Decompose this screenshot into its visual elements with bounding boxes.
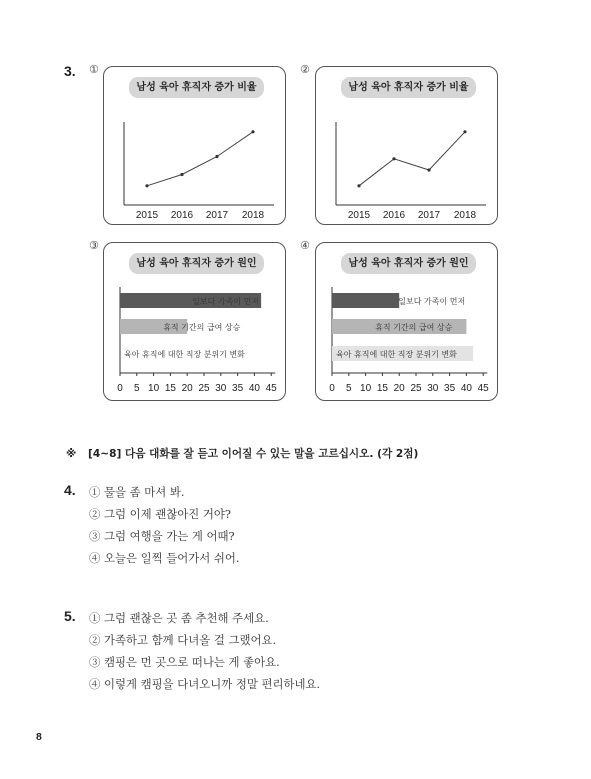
bar-label-3-0: 일보다 가족이 먼저 bbox=[398, 297, 466, 306]
q5-option-4: ④ 이렇게 캠핑을 다녀오니까 정말 편리하네요. bbox=[89, 677, 321, 691]
x-tick-label-3-6: 30 bbox=[427, 383, 439, 394]
x-tick-label-3-2: 10 bbox=[360, 383, 372, 394]
bar-label-3-1: 휴직 기간의 급여 상승 bbox=[375, 323, 453, 332]
instruction-text: [4~8] 다음 대화를 잘 듣고 이어질 수 있는 말을 고르십시오. (각 2점) bbox=[88, 448, 419, 460]
q4-option-4: ④ 오늘은 일찍 들어가서 쉬어. bbox=[89, 551, 240, 565]
chart-panel-1 bbox=[103, 66, 286, 225]
x-tick-label-2-3: 15 bbox=[164, 383, 176, 394]
x-tick-label-3-3: 15 bbox=[376, 383, 388, 394]
bar-label-3-2: 육아 휴직에 대한 직장 분위기 변화 bbox=[336, 350, 457, 359]
chart-panel-4 bbox=[315, 242, 498, 401]
chart-panel-2 bbox=[315, 66, 498, 225]
x-tick-label-2-4: 20 bbox=[181, 383, 193, 394]
x-tick-label-1-0: 2015 bbox=[347, 210, 371, 221]
x-tick-label-3-4: 20 bbox=[393, 383, 405, 394]
q5-option-3: ③ 캠핑은 먼 곳으로 떠나는 게 좋아요. bbox=[89, 655, 280, 669]
x-tick-label-3-9: 45 bbox=[477, 383, 489, 394]
option-marker-3: ③ bbox=[89, 239, 99, 252]
chart-title-4: 남성 육아 휴직자 증가 원인 bbox=[341, 253, 476, 274]
x-tick-label-1-1: 2016 bbox=[382, 210, 406, 221]
data-point-1-2 bbox=[427, 168, 430, 171]
data-point-1-0 bbox=[357, 184, 360, 187]
q5-option-2: ② 가족하고 함께 다녀올 걸 그랬어요. bbox=[89, 633, 277, 647]
x-tick-label-0-3: 2018 bbox=[241, 210, 265, 221]
section-instruction bbox=[66, 446, 418, 461]
x-tick-label-2-2: 10 bbox=[148, 383, 160, 394]
x-tick-label-1-3: 2018 bbox=[453, 210, 477, 221]
x-tick-label-3-1: 5 bbox=[346, 383, 352, 394]
question-4-number: 4. bbox=[64, 482, 76, 498]
x-tick-label-1-2: 2017 bbox=[417, 210, 441, 221]
x-tick-label-0-1: 2016 bbox=[170, 210, 194, 221]
x-tick-label-3-8: 40 bbox=[460, 383, 472, 394]
data-point-0-3 bbox=[251, 130, 254, 133]
question-3-number: 3. bbox=[64, 63, 76, 79]
line-chart-1 bbox=[104, 67, 286, 225]
q5-option-1: ① 그럼 괜찮은 곳 좀 추천해 주세요. bbox=[89, 611, 269, 625]
bar-label-2-2: 육아 휴직에 대한 직장 분위기 변화 bbox=[124, 350, 245, 359]
chart-panel-3 bbox=[103, 242, 286, 401]
series-line-0 bbox=[147, 132, 253, 186]
x-tick-label-2-9: 45 bbox=[265, 383, 277, 394]
q4-option-3: ③ 그럼 여행을 가는 게 어때? bbox=[89, 529, 235, 543]
chart-title-1: 남성 육아 휴직자 증가 비율 bbox=[129, 77, 264, 98]
data-point-1-3 bbox=[463, 130, 466, 133]
data-point-1-1 bbox=[392, 157, 395, 160]
reference-mark: ※ bbox=[66, 448, 77, 460]
bar-3-0 bbox=[332, 293, 399, 308]
q4-option-1: ① 물을 좀 마셔 봐. bbox=[89, 485, 185, 499]
data-point-0-1 bbox=[180, 173, 183, 176]
q4-option-2: ② 그럼 이제 괜찮아진 거야? bbox=[89, 507, 232, 521]
x-tick-label-2-7: 35 bbox=[232, 383, 244, 394]
x-tick-label-2-6: 30 bbox=[215, 383, 227, 394]
bar-label-2-0: 일보다 가족이 먼저 bbox=[192, 297, 260, 306]
x-tick-label-0-2: 2017 bbox=[205, 210, 229, 221]
chart-title-2: 남성 육아 휴직자 증가 비율 bbox=[341, 77, 476, 98]
line-chart-2 bbox=[316, 67, 498, 225]
chart-title-3: 남성 육아 휴직자 증가 원인 bbox=[129, 253, 264, 274]
page-number: 8 bbox=[36, 731, 42, 743]
bar-chart-4 bbox=[316, 243, 498, 401]
option-marker-4: ④ bbox=[300, 239, 310, 252]
x-tick-label-3-5: 25 bbox=[410, 383, 422, 394]
series-line-1 bbox=[359, 132, 465, 186]
x-tick-label-0-0: 2015 bbox=[135, 210, 159, 221]
option-marker-2: ② bbox=[300, 63, 310, 76]
x-tick-label-2-1: 5 bbox=[134, 383, 140, 394]
option-marker-1: ① bbox=[89, 63, 99, 76]
bar-chart-3 bbox=[104, 243, 286, 401]
question-5-number: 5. bbox=[64, 608, 76, 624]
data-point-0-0 bbox=[145, 184, 148, 187]
x-tick-label-3-0: 0 bbox=[329, 383, 335, 394]
x-tick-label-2-8: 40 bbox=[248, 383, 260, 394]
data-point-0-2 bbox=[215, 155, 218, 158]
x-tick-label-3-7: 35 bbox=[444, 383, 456, 394]
x-tick-label-2-5: 25 bbox=[198, 383, 210, 394]
bar-label-2-1: 휴직 기간의 급여 상승 bbox=[163, 323, 241, 332]
x-tick-label-2-0: 0 bbox=[117, 383, 123, 394]
